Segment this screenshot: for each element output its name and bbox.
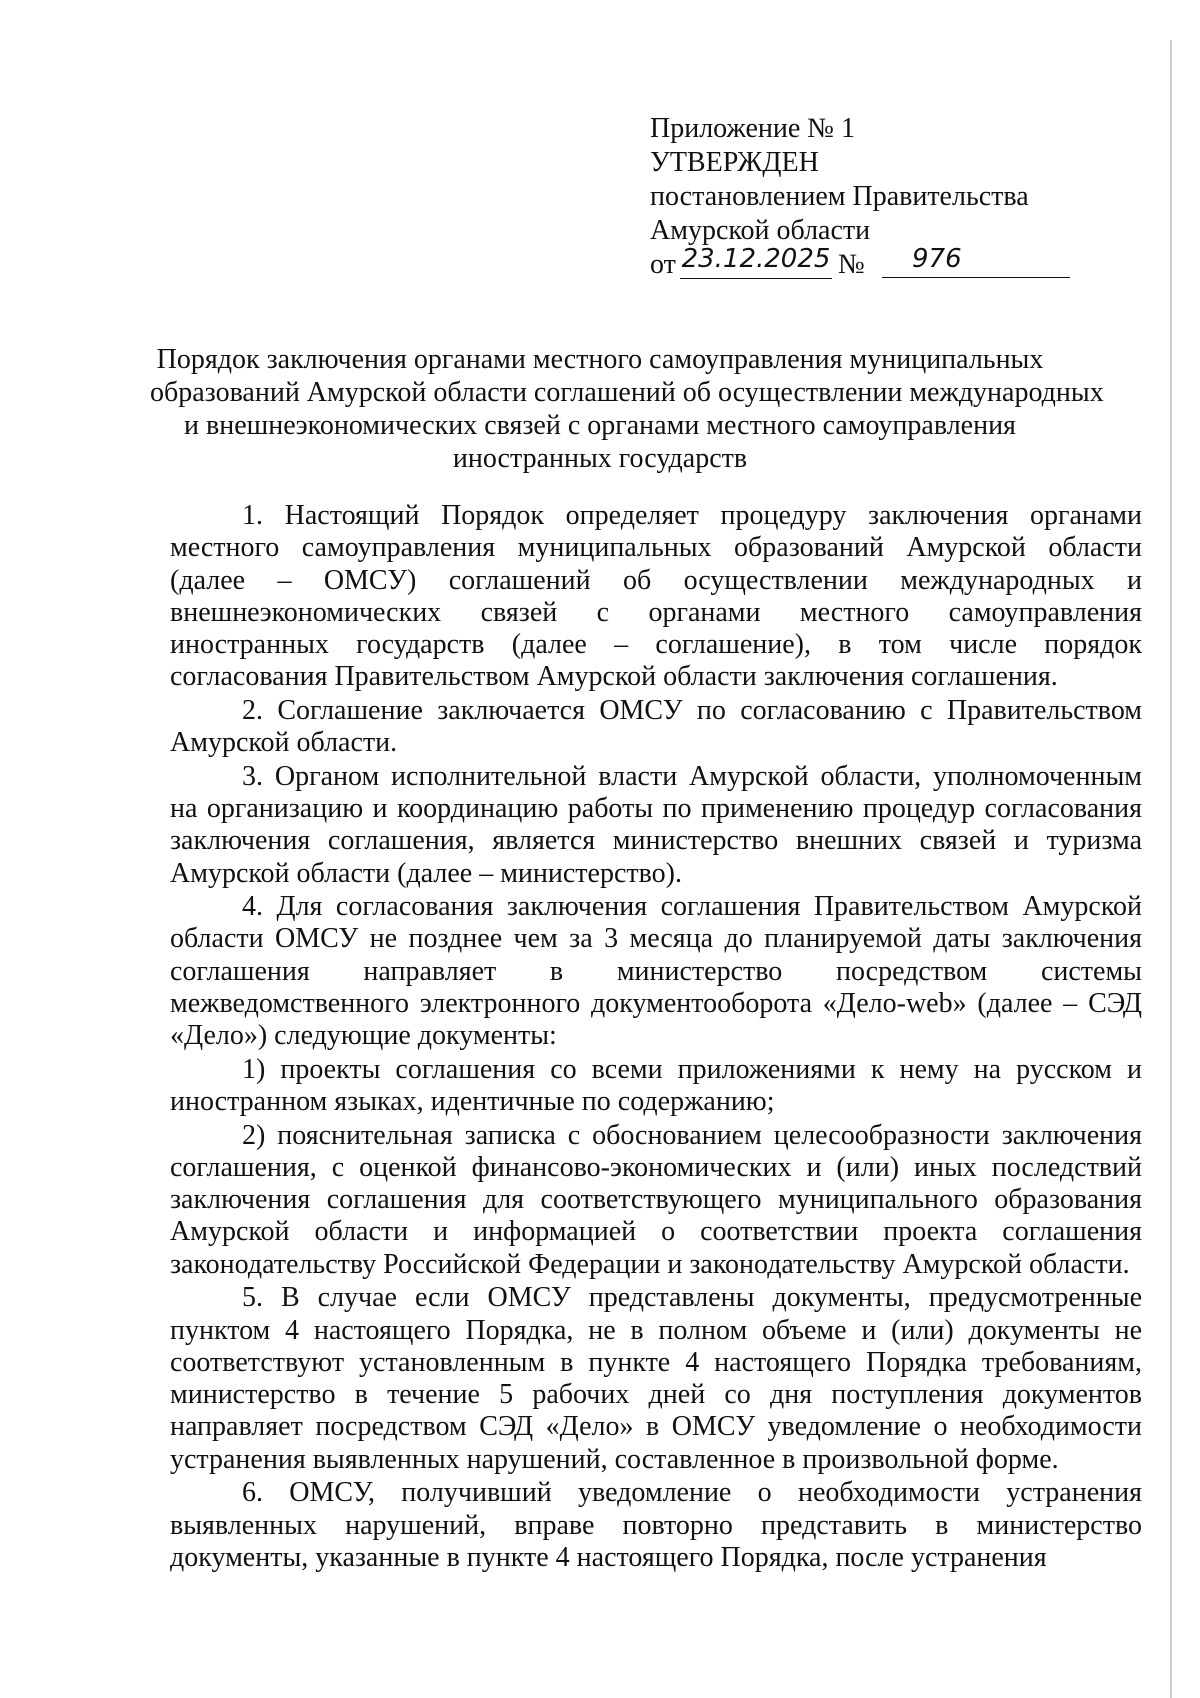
paragraph-5: 5. В случае если ОМСУ представлены документы, предусмотренные пунктом 4 настоящего Порядка, не в полном объеме и (или) документы не соответствуют установленным в пункте 4 настоящего Порядка требованиям, министерство в течение 5 рабочих дней со дня поступления документов направляет посредством СЭД «Дело» в ОМСУ уведомление о необходимости устранения выявленных нарушений, составленное в произвольной форме. (170, 1282, 1142, 1475)
number-sign: № (838, 249, 865, 280)
title-line: образований Амурской области соглашений об осуществлении международных (150, 377, 1104, 408)
approved-label: УТВЕРЖДЕН (650, 147, 819, 178)
title-line: иностранных государств (452, 443, 748, 474)
date-number-line (650, 244, 1070, 282)
paragraph-4-item-1: 1) проекты соглашения со всеми приложениями к нему на русском и иностранном языках, идентичные по содержанию; (170, 1053, 1142, 1118)
handwritten-date: 23.12.2025 (680, 242, 832, 279)
handwritten-number: 976 (882, 242, 1070, 278)
appendix-label: Приложение № 1 (650, 113, 855, 144)
approved-by-label: постановлением Правительства (650, 181, 1029, 212)
paragraph-1: 1. Настоящий Порядок определяет процедуру заключения органами местного самоуправления муниципальных образований Амурской области (далее – ОМСУ) соглашений об осуществлении международных и внешнеэкономических связей с органами местного самоуправления иностранных государств (далее – соглашение), в том числе порядок согласования Правительством Амурской области заключения соглашения. (170, 500, 1142, 693)
title-line: Порядок заключения органами местного самоуправления муниципальных (156, 344, 1044, 375)
approval-stamp (650, 112, 1070, 282)
paragraph-4: 4. Для согласования заключения соглашения Правительством Амурской области ОМСУ не позднее чем за 3 месяца до планируемой даты заключения соглашения направляет в министерство посредством системы межведомственного электронного документооборота «Дело-web» (далее – СЭД «Дело») следующие документы: (170, 891, 1142, 1052)
paragraph-3: 3. Органом исполнительной власти Амурской области, уполномоченным на организацию и координацию работы по применению процедур согласования заключения соглашения, является министерство внешних связей и туризма Амурской области (далее – министерство). (170, 760, 1142, 889)
paragraph-2: 2. Соглашение заключается ОМСУ по согласованию с Правительством Амурской области. (170, 694, 1142, 759)
document-title (150, 343, 1104, 475)
scan-edge-line (1170, 40, 1172, 1698)
date-prefix: от (650, 249, 676, 280)
region-label: Амурской области (650, 215, 871, 246)
paragraph-4-item-2: 2) пояснительная записка с обоснованием целесообразности заключения соглашения, с оценкой финансово-экономических и (или) иных последствий заключения соглашения для соответствующего муниципального образования Амурской области и информацией о соответствии проекта соглашения законодательству Российской Федерации и законодательству Амурской области. (170, 1119, 1142, 1280)
title-line: и внешнеэкономических связей с органами местного самоуправления (184, 410, 1016, 441)
document-body (170, 500, 1142, 1574)
paragraph-6: 6. ОМСУ, получивший уведомление о необходимости устранения выявленных нарушений, вправе повторно представить в министерство документы, указанные в пункте 4 настоящего Порядка, после устранения (170, 1477, 1142, 1573)
